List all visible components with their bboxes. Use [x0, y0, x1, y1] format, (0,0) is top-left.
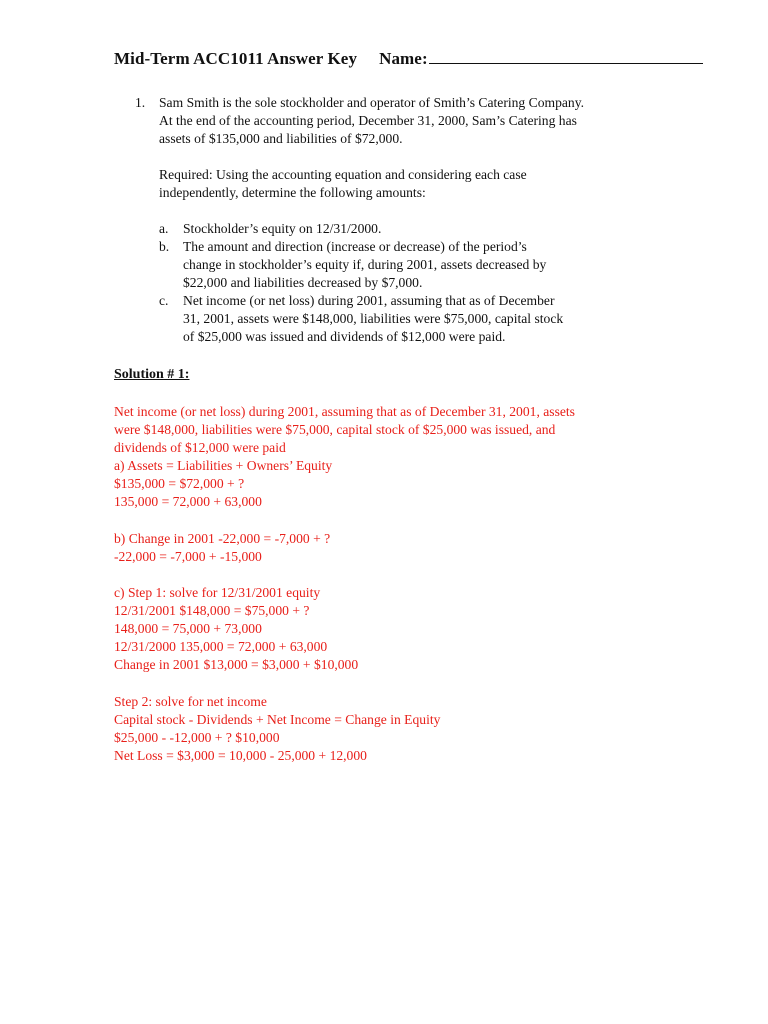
- solution-body: [114, 403, 674, 765]
- question-intro: [159, 94, 658, 148]
- solution-line: 12/31/2000 135,000 = 72,000 + 63,000: [114, 639, 328, 655]
- solution-line: -22,000 = -7,000 + -15,000: [114, 548, 262, 564]
- text-line: independently, determine the following amounts:: [159, 185, 426, 200]
- name-blank-line: [429, 49, 703, 64]
- spacer: [114, 674, 674, 692]
- solution-line: Step 2: solve for net income: [114, 693, 267, 709]
- list-item-c: [159, 292, 658, 346]
- text-line: Net income (or net loss) during 2001, assuming that as of December: [183, 293, 555, 308]
- question-1: [135, 94, 658, 346]
- solution-line: Net income (or net loss) during 2001, assuming that as of December 31, 2001, assets: [114, 404, 575, 419]
- text-line: At the end of the accounting period, December 31, 2000, Sam’s Catering has: [159, 113, 577, 128]
- name-label: Name:: [379, 49, 428, 68]
- text-line: 31, 2001, assets were $148,000, liabilities were $75,000, capital stock: [183, 311, 564, 326]
- solution-line: $25,000 - -12,000 + ? $10,000: [114, 729, 280, 745]
- solution-line: dividends of $12,000 were paid: [114, 440, 286, 456]
- question-number: 1.: [135, 95, 146, 110]
- question-text: [159, 94, 658, 202]
- list-item-letter: b.: [159, 239, 170, 254]
- solution-line: Capital stock - Dividends + Net Income = Change in Equity: [114, 711, 441, 727]
- text-line: assets of $135,000 and liabilities of $72,000.: [159, 131, 403, 146]
- list-item-letter: a.: [159, 221, 169, 236]
- spacer: [114, 512, 674, 530]
- list-item-b: [159, 238, 658, 292]
- solution-line: were $148,000, liabilities were $75,000, capital stock of $25,000 was issued, and: [114, 422, 556, 438]
- solution-group-c-step1: [114, 584, 674, 674]
- spacer: [138, 202, 658, 220]
- document-header: [114, 49, 703, 69]
- text-line: The amount and direction (increase or decrease) of the period’s: [183, 239, 527, 254]
- question-sublist: [159, 220, 658, 346]
- solution-line: 12/31/2001 $148,000 = $75,000 + ?: [114, 603, 310, 619]
- question-required: [159, 166, 658, 202]
- document-title: Mid-Term ACC1011 Answer Key: [114, 49, 358, 68]
- text-line: of $25,000 was issued and dividends of $12,000 were paid.: [183, 329, 506, 344]
- text-line: Stockholder’s equity on 12/31/2000.: [183, 221, 382, 236]
- text-line: change in stockholder’s equity if, during 2001, assets decreased by: [183, 257, 547, 272]
- solution-line: c) Step 1: solve for 12/31/2001 equity: [114, 584, 321, 600]
- solution-line: 148,000 = 75,000 + 73,000: [114, 621, 262, 637]
- text-line: Sam Smith is the sole stockholder and operator of Smith’s Catering Company.: [159, 95, 585, 110]
- solution-line: Change in 2001 $13,000 = $3,000 + $10,000: [114, 657, 359, 673]
- solution-line: Net Loss = $3,000 = 10,000 - 25,000 + 12,000: [114, 747, 367, 763]
- text-line: Required: Using the accounting equation and considering each case: [159, 167, 527, 182]
- solution-line: b) Change in 2001 -22,000 = -7,000 + ?: [114, 530, 331, 546]
- solution-line: $135,000 = $72,000 + ?: [114, 476, 245, 492]
- spacer: [114, 566, 674, 584]
- list-item-a: [159, 220, 658, 238]
- solution-group-a: [114, 403, 674, 512]
- solution-group-b: [114, 530, 674, 566]
- text-line: $22,000 and liabilities decreased by $7,000.: [183, 275, 423, 290]
- solution-line: a) Assets = Liabilities + Owners’ Equity: [114, 458, 333, 474]
- list-item-letter: c.: [159, 293, 169, 308]
- solution-heading: Solution # 1:: [114, 367, 190, 382]
- solution-line: 135,000 = 72,000 + 63,000: [114, 494, 262, 510]
- spacer: [159, 148, 658, 166]
- solution-group-c-step2: [114, 693, 674, 765]
